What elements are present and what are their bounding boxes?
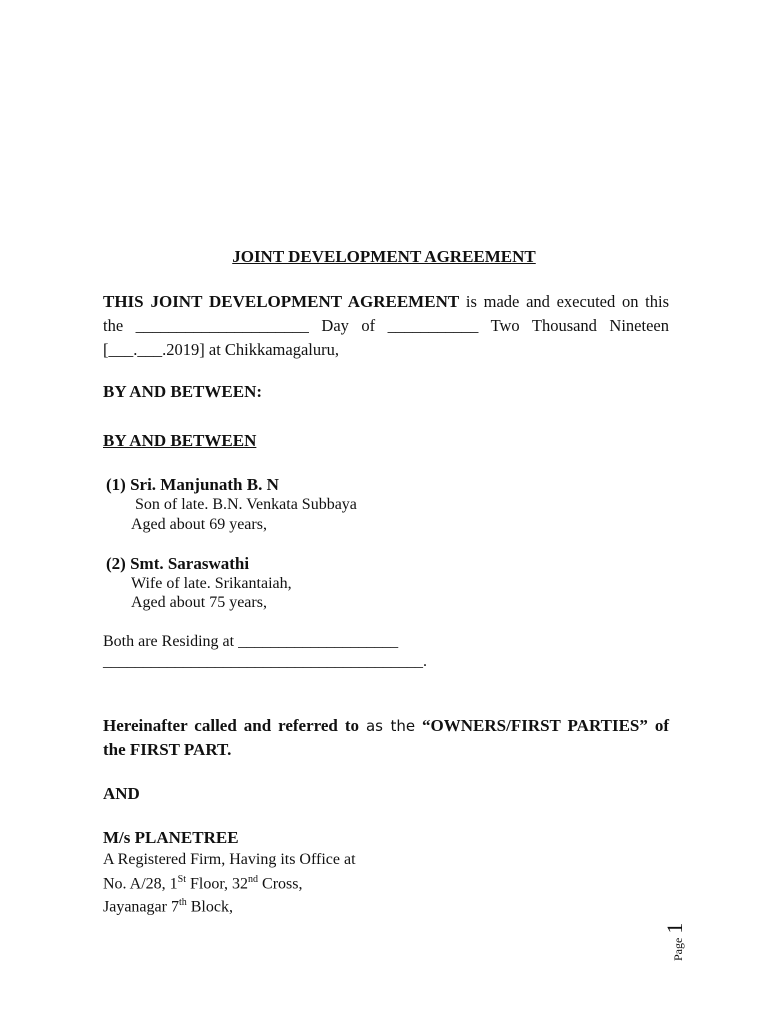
ordinal-suffix: th bbox=[178, 897, 187, 908]
residing-line1: Both are Residing at ____________________ bbox=[103, 633, 399, 650]
intro-lead: THIS JOINT DEVELOPMENT AGREEMENT bbox=[103, 292, 460, 311]
page-number-value: 1 bbox=[662, 922, 687, 934]
second-party-line1: A Registered Firm, Having its Office at bbox=[103, 851, 356, 868]
second-party-line3 bbox=[103, 897, 233, 916]
party1-line2: Aged about 69 years, bbox=[131, 516, 267, 533]
party2-line1: Wife of late. Srikantaiah, bbox=[131, 575, 292, 592]
party1-heading: (1) Sri. Manjunath B. N bbox=[106, 475, 279, 494]
page-label: Page bbox=[671, 937, 685, 961]
party2-line2: Aged about 75 years, bbox=[131, 594, 267, 611]
address-part: No. A/28, 1 bbox=[103, 875, 178, 893]
address-part: Jayanagar 7 bbox=[103, 898, 179, 916]
hereinafter-part1: Hereinafter called and referred to bbox=[103, 716, 366, 735]
page-number bbox=[660, 905, 720, 965]
by-and-between-underlined: BY AND BETWEEN bbox=[103, 431, 257, 450]
hereinafter-part3: “OWNERS/FIRST PARTIES” of the FIRST PART. bbox=[103, 716, 669, 759]
address-part: Block, bbox=[186, 898, 233, 916]
hereinafter-paragraph bbox=[103, 714, 669, 762]
second-party-name: M/s PLANETREE bbox=[103, 828, 239, 847]
second-party-line2 bbox=[103, 874, 303, 893]
ordinal-suffix: nd bbox=[248, 874, 259, 885]
address-part: Floor, 32 bbox=[186, 875, 249, 893]
by-and-between-heading: BY AND BETWEEN: bbox=[103, 382, 263, 401]
hereinafter-part2: as the bbox=[365, 717, 416, 735]
intro-paragraph bbox=[103, 290, 669, 362]
and-label: AND bbox=[103, 784, 140, 803]
party2-heading: (2) Smt. Saraswathi bbox=[106, 554, 250, 573]
residing-line2: ________________________________________. bbox=[103, 653, 427, 670]
document-title: JOINT DEVELOPMENT AGREEMENT bbox=[232, 247, 536, 266]
party1-line1: Son of late. B.N. Venkata Subbaya bbox=[135, 496, 357, 513]
address-part: Cross, bbox=[258, 875, 303, 893]
intro-rest: is made and executed on this the _____________________ Day of ___________ Two Thousand Nineteen [___.___.2019] at Chikkamagaluru, bbox=[103, 292, 669, 359]
ordinal-suffix: St bbox=[177, 874, 187, 885]
